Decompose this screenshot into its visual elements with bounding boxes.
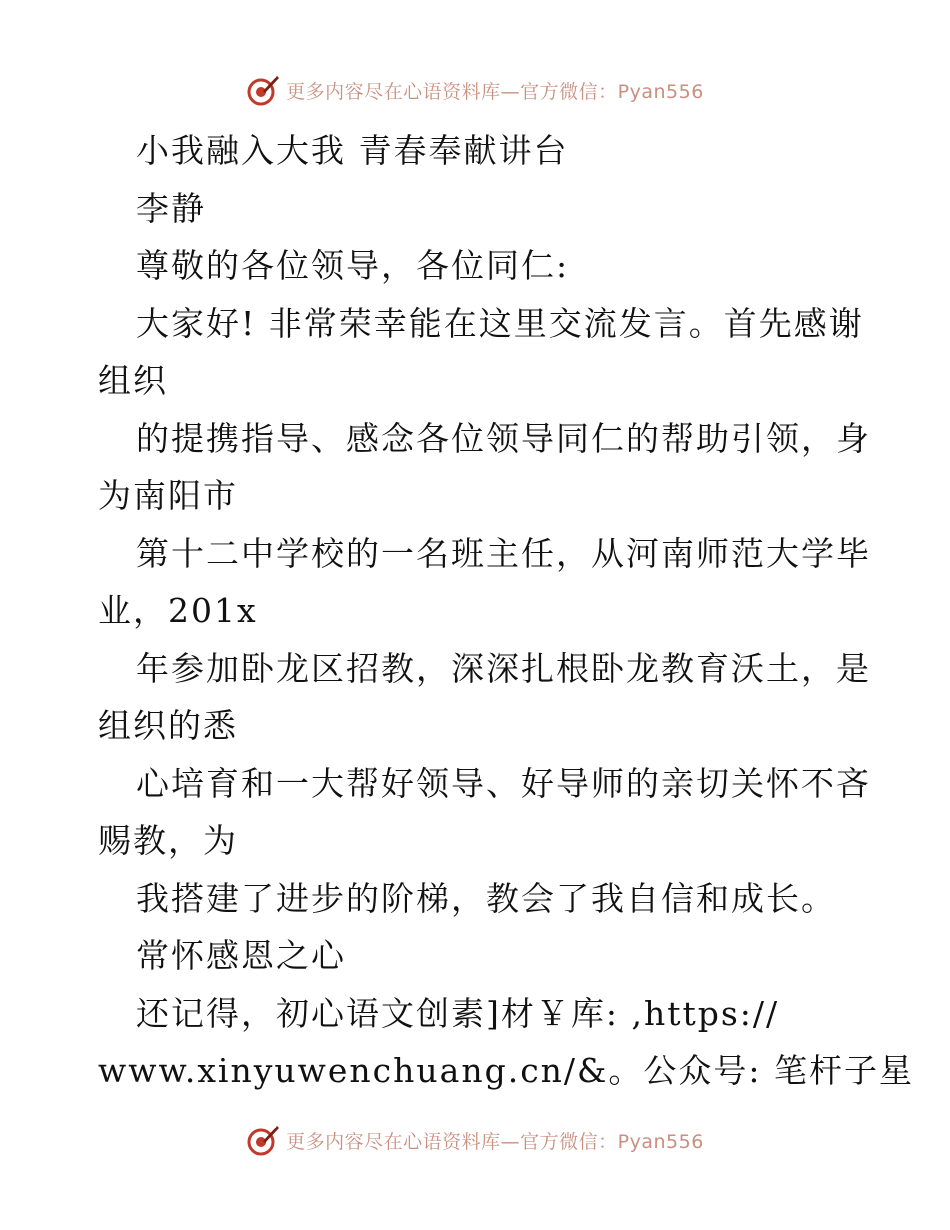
quill-pen-logo-icon [246, 1123, 280, 1157]
section-heading: 常怀感恩之心 [136, 936, 346, 975]
paragraph-line: 年参加卧龙区招教，深深扎根卧龙教育沃土，是 [136, 648, 871, 688]
paragraph-line: 组织的悉 [98, 706, 238, 745]
document-author: 李静 [136, 188, 206, 228]
paragraph-line: 心培育和一大帮好领导、好导师的亲切关怀不吝 [136, 763, 871, 803]
footer-banner-text: 更多内容尽在心语资料库—官方微信：Pyan556 [286, 1130, 704, 1153]
paragraph-line: 组织 [98, 361, 168, 400]
paragraph-line: 为南阳市 [98, 476, 238, 515]
document-title: 小我融入大我 青春奉献讲台 [136, 131, 569, 170]
paragraph-line: 业，201x [98, 591, 258, 630]
header-banner [0, 70, 950, 110]
paragraph-line: 大家好! 非常荣幸能在这里交流发言。首先感谢 [136, 303, 864, 343]
quill-pen-logo-icon [246, 73, 280, 107]
header-banner-text: 更多内容尽在心语资料库—官方微信：Pyan556 [286, 80, 704, 103]
paragraph-line: 的提携指导、感念各位领导同仁的帮助引领，身 [136, 418, 871, 458]
paragraph-line: 第十二中学校的一名班主任，从河南师范大学毕 [136, 533, 871, 573]
paragraph-line: www.xinyuwenchuang.cn/&。公众号: 笔杆子星 [98, 1051, 915, 1090]
document-body [98, 122, 915, 1100]
paragraph-line: 我搭建了进步的阶梯，教会了我自信和成长。 [136, 878, 836, 918]
paragraph-line: 赐教，为 [98, 821, 238, 860]
paragraph-line: 还记得，初心语文创素]材￥库: ,https:// [136, 993, 780, 1033]
paragraph-line: 尊敬的各位领导，各位同仁: [136, 246, 570, 285]
footer-banner [0, 1120, 950, 1160]
